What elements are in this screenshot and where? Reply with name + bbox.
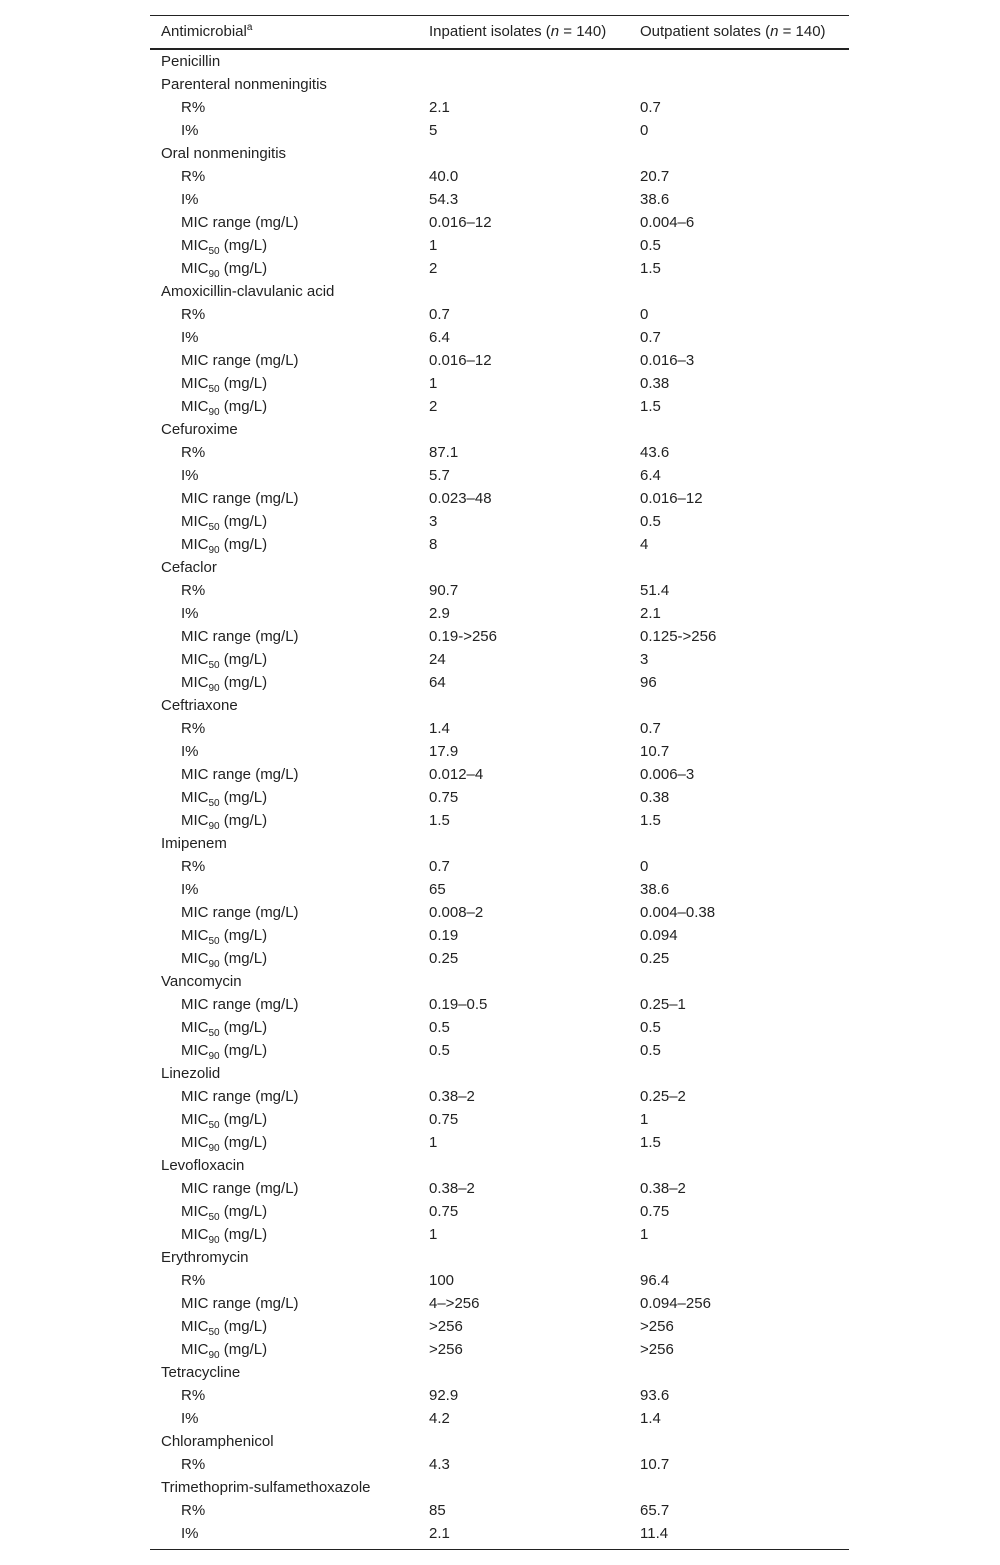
header-inpatient: Inpatient isolates (n = 140) — [429, 23, 607, 40]
outpatient-value: 3 — [640, 651, 649, 668]
drug-group-row — [150, 73, 849, 96]
row-label: I% — [181, 1525, 199, 1542]
inpatient-value: 0.25 — [429, 950, 459, 967]
outpatient-value: 0.016–3 — [640, 352, 695, 369]
inpatient-value: 0.75 — [429, 1111, 459, 1128]
outpatient-value: 96 — [640, 674, 657, 691]
outpatient-value: 0.38 — [640, 375, 670, 392]
inpatient-value: 2.1 — [429, 1525, 450, 1542]
row-label: $MIC_{90}$ (mg/L) — [181, 950, 268, 970]
susceptibility-table — [150, 15, 849, 1550]
outpatient-value: 1.5 — [640, 1134, 661, 1151]
inpatient-value: 0.023–48 — [429, 490, 492, 507]
outpatient-value: 20.7 — [640, 168, 670, 185]
table-row — [150, 1522, 849, 1545]
table-row — [150, 395, 849, 418]
outpatient-value: 0.016–12 — [640, 490, 703, 507]
row-label: I% — [181, 881, 199, 898]
table-row — [150, 1453, 849, 1476]
table-row — [150, 786, 849, 809]
inpatient-value: 1 — [429, 375, 438, 392]
outpatient-value: 38.6 — [640, 881, 670, 898]
outpatient-value: 0.7 — [640, 720, 661, 737]
row-label: MIC range (mg/L) — [181, 1295, 299, 1312]
row-label: R% — [181, 582, 206, 599]
inpatient-value: 0.008–2 — [429, 904, 484, 921]
table-row — [150, 372, 849, 395]
drug-group-row — [150, 142, 849, 165]
table-row — [150, 1223, 849, 1246]
inpatient-value: 64 — [429, 674, 446, 691]
row-label: R% — [181, 1456, 206, 1473]
drug-group-row — [150, 1246, 849, 1269]
row-label: $MIC_{90}$ (mg/L) — [181, 812, 268, 832]
drug-group-row — [150, 280, 849, 303]
inpatient-value: 0.75 — [429, 789, 459, 806]
drug-group-row — [150, 1062, 849, 1085]
row-label: Oral nonmeningitis — [161, 145, 287, 162]
drug-group-row — [150, 1154, 849, 1177]
table-row — [150, 717, 849, 740]
outpatient-value: 0.004–6 — [640, 214, 695, 231]
row-label: Vancomycin — [161, 973, 242, 990]
table-row — [150, 188, 849, 211]
drug-group-row — [150, 970, 849, 993]
inpatient-value: 1 — [429, 1134, 438, 1151]
outpatient-value: 0.006–3 — [640, 766, 695, 783]
table-row — [150, 1131, 849, 1154]
row-label: Erythromycin — [161, 1249, 249, 1266]
table-row — [150, 671, 849, 694]
inpatient-value: 0.38–2 — [429, 1180, 475, 1197]
outpatient-value: 10.7 — [640, 1456, 670, 1473]
row-label: R% — [181, 1272, 206, 1289]
row-label: $MIC_{90}$ (mg/L) — [181, 674, 268, 694]
drug-group-row — [150, 418, 849, 441]
row-label: I% — [181, 743, 199, 760]
inpatient-value: 24 — [429, 651, 446, 668]
outpatient-value: 0.7 — [640, 329, 661, 346]
outpatient-value: 0.38–2 — [640, 1180, 686, 1197]
inpatient-value: 0.38–2 — [429, 1088, 475, 1105]
row-label: Trimethoprim-sulfamethoxazole — [161, 1479, 371, 1496]
row-label: $MIC_{90}$ (mg/L) — [181, 398, 268, 418]
inpatient-value: 65 — [429, 881, 446, 898]
inpatient-value: 0.016–12 — [429, 352, 492, 369]
outpatient-value: 6.4 — [640, 467, 661, 484]
outpatient-value: 1 — [640, 1111, 649, 1128]
table-row — [150, 1177, 849, 1200]
inpatient-value: 0.19–0.5 — [429, 996, 488, 1013]
outpatient-value: 43.6 — [640, 444, 670, 461]
row-label: Chloramphenicol — [161, 1433, 274, 1450]
table-row — [150, 648, 849, 671]
inpatient-value: 2 — [429, 260, 438, 277]
row-label: Parenteral nonmeningitis — [161, 76, 327, 93]
row-label: I% — [181, 191, 199, 208]
outpatient-value: >256 — [640, 1341, 674, 1358]
inpatient-value: 1 — [429, 237, 438, 254]
inpatient-value: 1.4 — [429, 720, 450, 737]
inpatient-value: 0.19 — [429, 927, 459, 944]
row-label: R% — [181, 99, 206, 116]
table-row — [150, 625, 849, 648]
inpatient-value: 0.5 — [429, 1042, 450, 1059]
outpatient-value: 51.4 — [640, 582, 670, 599]
table-row — [150, 303, 849, 326]
inpatient-value: 85 — [429, 1502, 446, 1519]
table-row — [150, 993, 849, 1016]
inpatient-value: 17.9 — [429, 743, 459, 760]
table-row — [150, 533, 849, 556]
outpatient-value: 0.5 — [640, 1042, 661, 1059]
table-row — [150, 510, 849, 533]
outpatient-value: 0.7 — [640, 99, 661, 116]
inpatient-value: 87.1 — [429, 444, 459, 461]
row-label: Ceftriaxone — [161, 697, 238, 714]
table-row — [150, 855, 849, 878]
row-label: MIC range (mg/L) — [181, 1180, 299, 1197]
table-row — [150, 763, 849, 786]
table-row — [150, 924, 849, 947]
outpatient-value: 1.5 — [640, 260, 661, 277]
inpatient-value: 2.1 — [429, 99, 450, 116]
outpatient-value: 0.094 — [640, 927, 678, 944]
inpatient-value: 0.016–12 — [429, 214, 492, 231]
row-label: $MIC_{90}$ (mg/L) — [181, 1042, 268, 1062]
inpatient-value: 1.5 — [429, 812, 450, 829]
inpatient-value: >256 — [429, 1341, 463, 1358]
inpatient-value: 3 — [429, 513, 438, 530]
table-body — [150, 50, 849, 1545]
table-row — [150, 1200, 849, 1223]
table-row — [150, 1085, 849, 1108]
inpatient-value: 4.2 — [429, 1410, 450, 1427]
outpatient-value: 0.5 — [640, 1019, 661, 1036]
drug-group-row — [150, 50, 849, 73]
row-label: R% — [181, 720, 206, 737]
row-label: Cefuroxime — [161, 421, 238, 438]
row-label: $MIC_{90}$ (mg/L) — [181, 1134, 268, 1154]
inpatient-value: 1 — [429, 1226, 438, 1243]
table-header — [150, 15, 849, 50]
table-bottom-rule — [150, 1549, 849, 1550]
outpatient-value: 2.1 — [640, 605, 661, 622]
outpatient-value: 10.7 — [640, 743, 670, 760]
drug-group-row — [150, 694, 849, 717]
row-label: MIC range (mg/L) — [181, 996, 299, 1013]
inpatient-value: 0.19->256 — [429, 628, 497, 645]
row-label: I% — [181, 122, 199, 139]
row-label: MIC range (mg/L) — [181, 490, 299, 507]
row-label: MIC range (mg/L) — [181, 352, 299, 369]
table-row — [150, 1384, 849, 1407]
row-label: MIC range (mg/L) — [181, 628, 299, 645]
inpatient-value: 0.7 — [429, 858, 450, 875]
inpatient-value: >256 — [429, 1318, 463, 1335]
row-label: $MIC_{50}$ (mg/L) — [181, 1318, 268, 1338]
inpatient-value: 4.3 — [429, 1456, 450, 1473]
inpatient-value: 92.9 — [429, 1387, 459, 1404]
table-row — [150, 602, 849, 625]
inpatient-value: 2 — [429, 398, 438, 415]
table-row — [150, 1269, 849, 1292]
outpatient-value: 0.25–2 — [640, 1088, 686, 1105]
inpatient-value: 40.0 — [429, 168, 459, 185]
inpatient-value: 0.7 — [429, 306, 450, 323]
row-label: $MIC_{90}$ (mg/L) — [181, 260, 268, 280]
row-label: I% — [181, 1410, 199, 1427]
table-row — [150, 1292, 849, 1315]
row-label: $MIC_{50}$ (mg/L) — [181, 1111, 268, 1131]
row-label: R% — [181, 444, 206, 461]
outpatient-value: 0 — [640, 122, 649, 139]
inpatient-value: 0.5 — [429, 1019, 450, 1036]
header-outpatient: Outpatient solates (n = 140) — [640, 23, 826, 40]
table-row — [150, 740, 849, 763]
row-label: R% — [181, 1502, 206, 1519]
inpatient-value: 2.9 — [429, 605, 450, 622]
outpatient-value: 96.4 — [640, 1272, 670, 1289]
row-label: $MIC_{90}$ (mg/L) — [181, 536, 268, 556]
inpatient-value: 6.4 — [429, 329, 450, 346]
drug-group-row — [150, 1476, 849, 1499]
row-label: $MIC_{50}$ (mg/L) — [181, 1019, 268, 1039]
outpatient-value: 0.004–0.38 — [640, 904, 716, 921]
outpatient-value: 38.6 — [640, 191, 670, 208]
table-row — [150, 1338, 849, 1361]
table-row — [150, 119, 849, 142]
outpatient-value: 0.75 — [640, 1203, 670, 1220]
table-row — [150, 809, 849, 832]
row-label: Imipenem — [161, 835, 227, 852]
table-row — [150, 579, 849, 602]
outpatient-value: 0.5 — [640, 513, 661, 530]
row-label: $MIC_{90}$ (mg/L) — [181, 1226, 268, 1246]
outpatient-value: 1.5 — [640, 812, 661, 829]
outpatient-value: 65.7 — [640, 1502, 670, 1519]
row-label: R% — [181, 1387, 206, 1404]
row-label: Penicillin — [161, 53, 221, 70]
outpatient-value: 1.4 — [640, 1410, 661, 1427]
row-label: $MIC_{90}$ (mg/L) — [181, 1341, 268, 1361]
row-label: MIC range (mg/L) — [181, 214, 299, 231]
row-label: MIC range (mg/L) — [181, 1088, 299, 1105]
inpatient-value: 90.7 — [429, 582, 459, 599]
outpatient-value: 1 — [640, 1226, 649, 1243]
inpatient-value: 100 — [429, 1272, 455, 1289]
inpatient-value: 0.012–4 — [429, 766, 484, 783]
row-label: Levofloxacin — [161, 1157, 245, 1174]
table-row — [150, 878, 849, 901]
outpatient-value: 0 — [640, 306, 649, 323]
row-label: R% — [181, 306, 206, 323]
inpatient-value: 5 — [429, 122, 438, 139]
drug-group-row — [150, 832, 849, 855]
row-label: Amoxicillin-clavulanic acid — [161, 283, 335, 300]
row-label: I% — [181, 329, 199, 346]
table-row — [150, 1315, 849, 1338]
inpatient-value: 0.75 — [429, 1203, 459, 1220]
outpatient-value: 0 — [640, 858, 649, 875]
row-label: MIC range (mg/L) — [181, 766, 299, 783]
row-label: R% — [181, 858, 206, 875]
row-label: $MIC_{50}$ (mg/L) — [181, 789, 268, 809]
table-row — [150, 487, 849, 510]
row-label: Tetracycline — [161, 1364, 241, 1381]
row-label: $MIC_{50}$ (mg/L) — [181, 1203, 268, 1223]
row-label: MIC range (mg/L) — [181, 904, 299, 921]
inpatient-value: 5.7 — [429, 467, 450, 484]
row-label: $MIC_{50}$ (mg/L) — [181, 237, 268, 257]
table-row — [150, 1016, 849, 1039]
outpatient-value: 0.25–1 — [640, 996, 686, 1013]
table-row — [150, 464, 849, 487]
row-label: $MIC_{50}$ (mg/L) — [181, 513, 268, 533]
inpatient-value: 4–>256 — [429, 1295, 480, 1312]
drug-group-row — [150, 1361, 849, 1384]
table-row — [150, 326, 849, 349]
table-row — [150, 234, 849, 257]
table-row — [150, 947, 849, 970]
header-antimicrobial: Antimicrobial$^a$ — [161, 22, 253, 40]
table-row — [150, 211, 849, 234]
table-row — [150, 96, 849, 119]
row-label: Cefaclor — [161, 559, 217, 576]
row-label: I% — [181, 467, 199, 484]
outpatient-value: 0.38 — [640, 789, 670, 806]
drug-group-row — [150, 1430, 849, 1453]
row-label: Linezolid — [161, 1065, 221, 1082]
table-row — [150, 441, 849, 464]
table-row — [150, 1039, 849, 1062]
outpatient-value: 0.5 — [640, 237, 661, 254]
outpatient-value: >256 — [640, 1318, 674, 1335]
row-label: $MIC_{50}$ (mg/L) — [181, 375, 268, 395]
table-row — [150, 901, 849, 924]
table-row — [150, 1108, 849, 1131]
inpatient-value: 8 — [429, 536, 438, 553]
table-row — [150, 1499, 849, 1522]
outpatient-value: 1.5 — [640, 398, 661, 415]
row-label: R% — [181, 168, 206, 185]
outpatient-value: 0.25 — [640, 950, 670, 967]
outpatient-value: 0.125->256 — [640, 628, 717, 645]
table-row — [150, 349, 849, 372]
table-row — [150, 257, 849, 280]
row-label: $MIC_{50}$ (mg/L) — [181, 927, 268, 947]
table-row — [150, 1407, 849, 1430]
outpatient-value: 93.6 — [640, 1387, 670, 1404]
inpatient-value: 54.3 — [429, 191, 459, 208]
row-label: I% — [181, 605, 199, 622]
outpatient-value: 0.094–256 — [640, 1295, 711, 1312]
row-label: $MIC_{50}$ (mg/L) — [181, 651, 268, 671]
drug-group-row — [150, 556, 849, 579]
outpatient-value: 11.4 — [640, 1525, 669, 1542]
table-row — [150, 165, 849, 188]
outpatient-value: 4 — [640, 536, 649, 553]
